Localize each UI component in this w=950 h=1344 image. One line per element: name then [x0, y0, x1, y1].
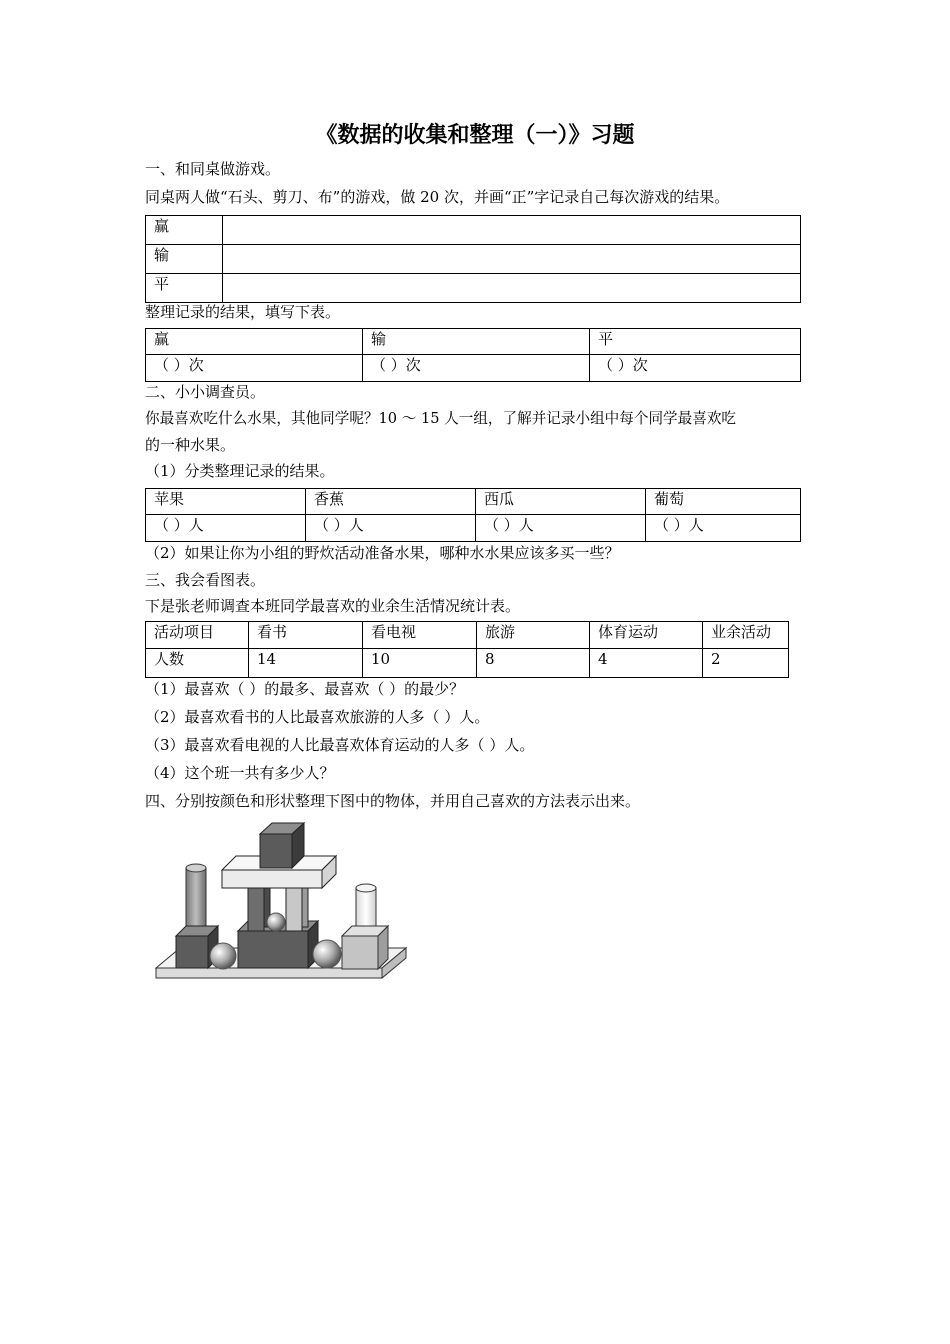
table-row [146, 355, 801, 382]
section3-question2: （2）最喜欢看书的人比最喜欢旅游的人多（ ）人。 [145, 708, 490, 726]
section1-heading: 一、和同桌做游戏。 [145, 160, 281, 178]
section1-instruction: 同桌两人做“石头、剪刀、布”的游戏，做 20 次，并画“正”字记录自己每次游戏的结果。 [145, 188, 730, 206]
hobby-stats-table [145, 621, 789, 678]
stats-header-leisure: 业余活动 [703, 622, 789, 649]
section2-question1: （1）分类整理记录的结果。 [145, 462, 335, 480]
light-cube-right [342, 926, 388, 969]
game-summary-table [145, 328, 801, 382]
summary-instruction: 整理记录的结果，填写下表。 [145, 303, 341, 321]
section3-heading: 三、我会看图表。 [145, 571, 266, 589]
stats-value-reading: 14 [249, 649, 363, 678]
table-row [146, 515, 801, 542]
table-row [146, 245, 801, 274]
stats-header-reading: 看书 [249, 622, 363, 649]
table-row [146, 649, 789, 678]
stats-header-item: 活动项目 [146, 622, 249, 649]
fruit-cell-grape[interactable]: （ ）人 [646, 515, 801, 542]
section2-question2: （2）如果让你为小组的野炊活动准备水果，哪种水水果应该多买一些？ [145, 544, 620, 562]
record-label-win: 赢 [146, 216, 223, 245]
fruit-cell-banana[interactable]: （ ）人 [306, 515, 476, 542]
fruit-cell-watermelon[interactable]: （ ）人 [476, 515, 646, 542]
sphere-right [313, 940, 341, 968]
fruit-header-grape: 葡萄 [646, 489, 801, 515]
section3-question3: （3）最喜欢看电视的人比最喜欢体育运动的人多（ ）人。 [145, 736, 535, 754]
summary-header-lose: 输 [363, 329, 590, 355]
stats-value-sports: 4 [590, 649, 703, 678]
sphere-small [267, 913, 285, 931]
section4-heading: 四、分别按颜色和形状整理下图中的物体，并用自己喜欢的方法表示出来。 [145, 792, 641, 810]
stats-value-leisure: 2 [703, 649, 789, 678]
stats-header-travel: 旅游 [477, 622, 590, 649]
fruit-header-watermelon: 西瓜 [476, 489, 646, 515]
page-title: 《数据的收集和整理（一）》习题 [315, 123, 635, 148]
stats-value-travel: 8 [477, 649, 590, 678]
fruit-header-banana: 香蕉 [306, 489, 476, 515]
record-label-lose: 输 [146, 245, 223, 274]
fruit-cell-apple[interactable]: （ ）人 [146, 515, 306, 542]
stats-row-label: 人数 [146, 649, 249, 678]
table-row [146, 274, 801, 303]
geometric-objects-illustration [150, 818, 412, 988]
table-row [146, 329, 801, 355]
summary-header-draw: 平 [590, 329, 801, 355]
dark-cube-top [260, 823, 304, 868]
summary-header-win: 赢 [146, 329, 363, 355]
table-row [146, 622, 789, 649]
record-cell-draw[interactable] [223, 274, 801, 303]
summary-cell-lose[interactable]: （ ）次 [363, 355, 590, 382]
section2-instruction-line2: 的一种水果。 [145, 436, 236, 454]
sphere-left [210, 943, 236, 969]
light-pillar-right [286, 884, 308, 931]
game-record-table [145, 215, 801, 303]
section3-question1: （1）最喜欢（ ）的最多、最喜欢（ ）的最少？ [145, 680, 465, 698]
section3-intro: 下是张老师调查本班同学最喜欢的业余生活情况统计表。 [145, 597, 521, 615]
fruit-header-apple: 苹果 [146, 489, 306, 515]
record-label-draw: 平 [146, 274, 223, 303]
record-cell-lose[interactable] [223, 245, 801, 274]
table-row [146, 216, 801, 245]
gray-pillar-left [248, 884, 270, 931]
table-row [146, 489, 801, 515]
summary-cell-win[interactable]: （ ）次 [146, 355, 363, 382]
stats-header-sports: 体育运动 [590, 622, 703, 649]
record-cell-win[interactable] [223, 216, 801, 245]
section2-instruction-line1: 你最喜欢吃什么水果，其他同学呢？10 ～ 15 人一组，了解并记录小组中每个同学最喜欢吃 [145, 410, 737, 427]
summary-cell-draw[interactable]: （ ）次 [590, 355, 801, 382]
stats-value-tv: 10 [363, 649, 477, 678]
fruit-table [145, 488, 801, 542]
section3-question4: （4）这个班一共有多少人？ [145, 764, 335, 782]
stats-header-tv: 看电视 [363, 622, 477, 649]
section2-heading: 二、小小调查员。 [145, 383, 266, 401]
